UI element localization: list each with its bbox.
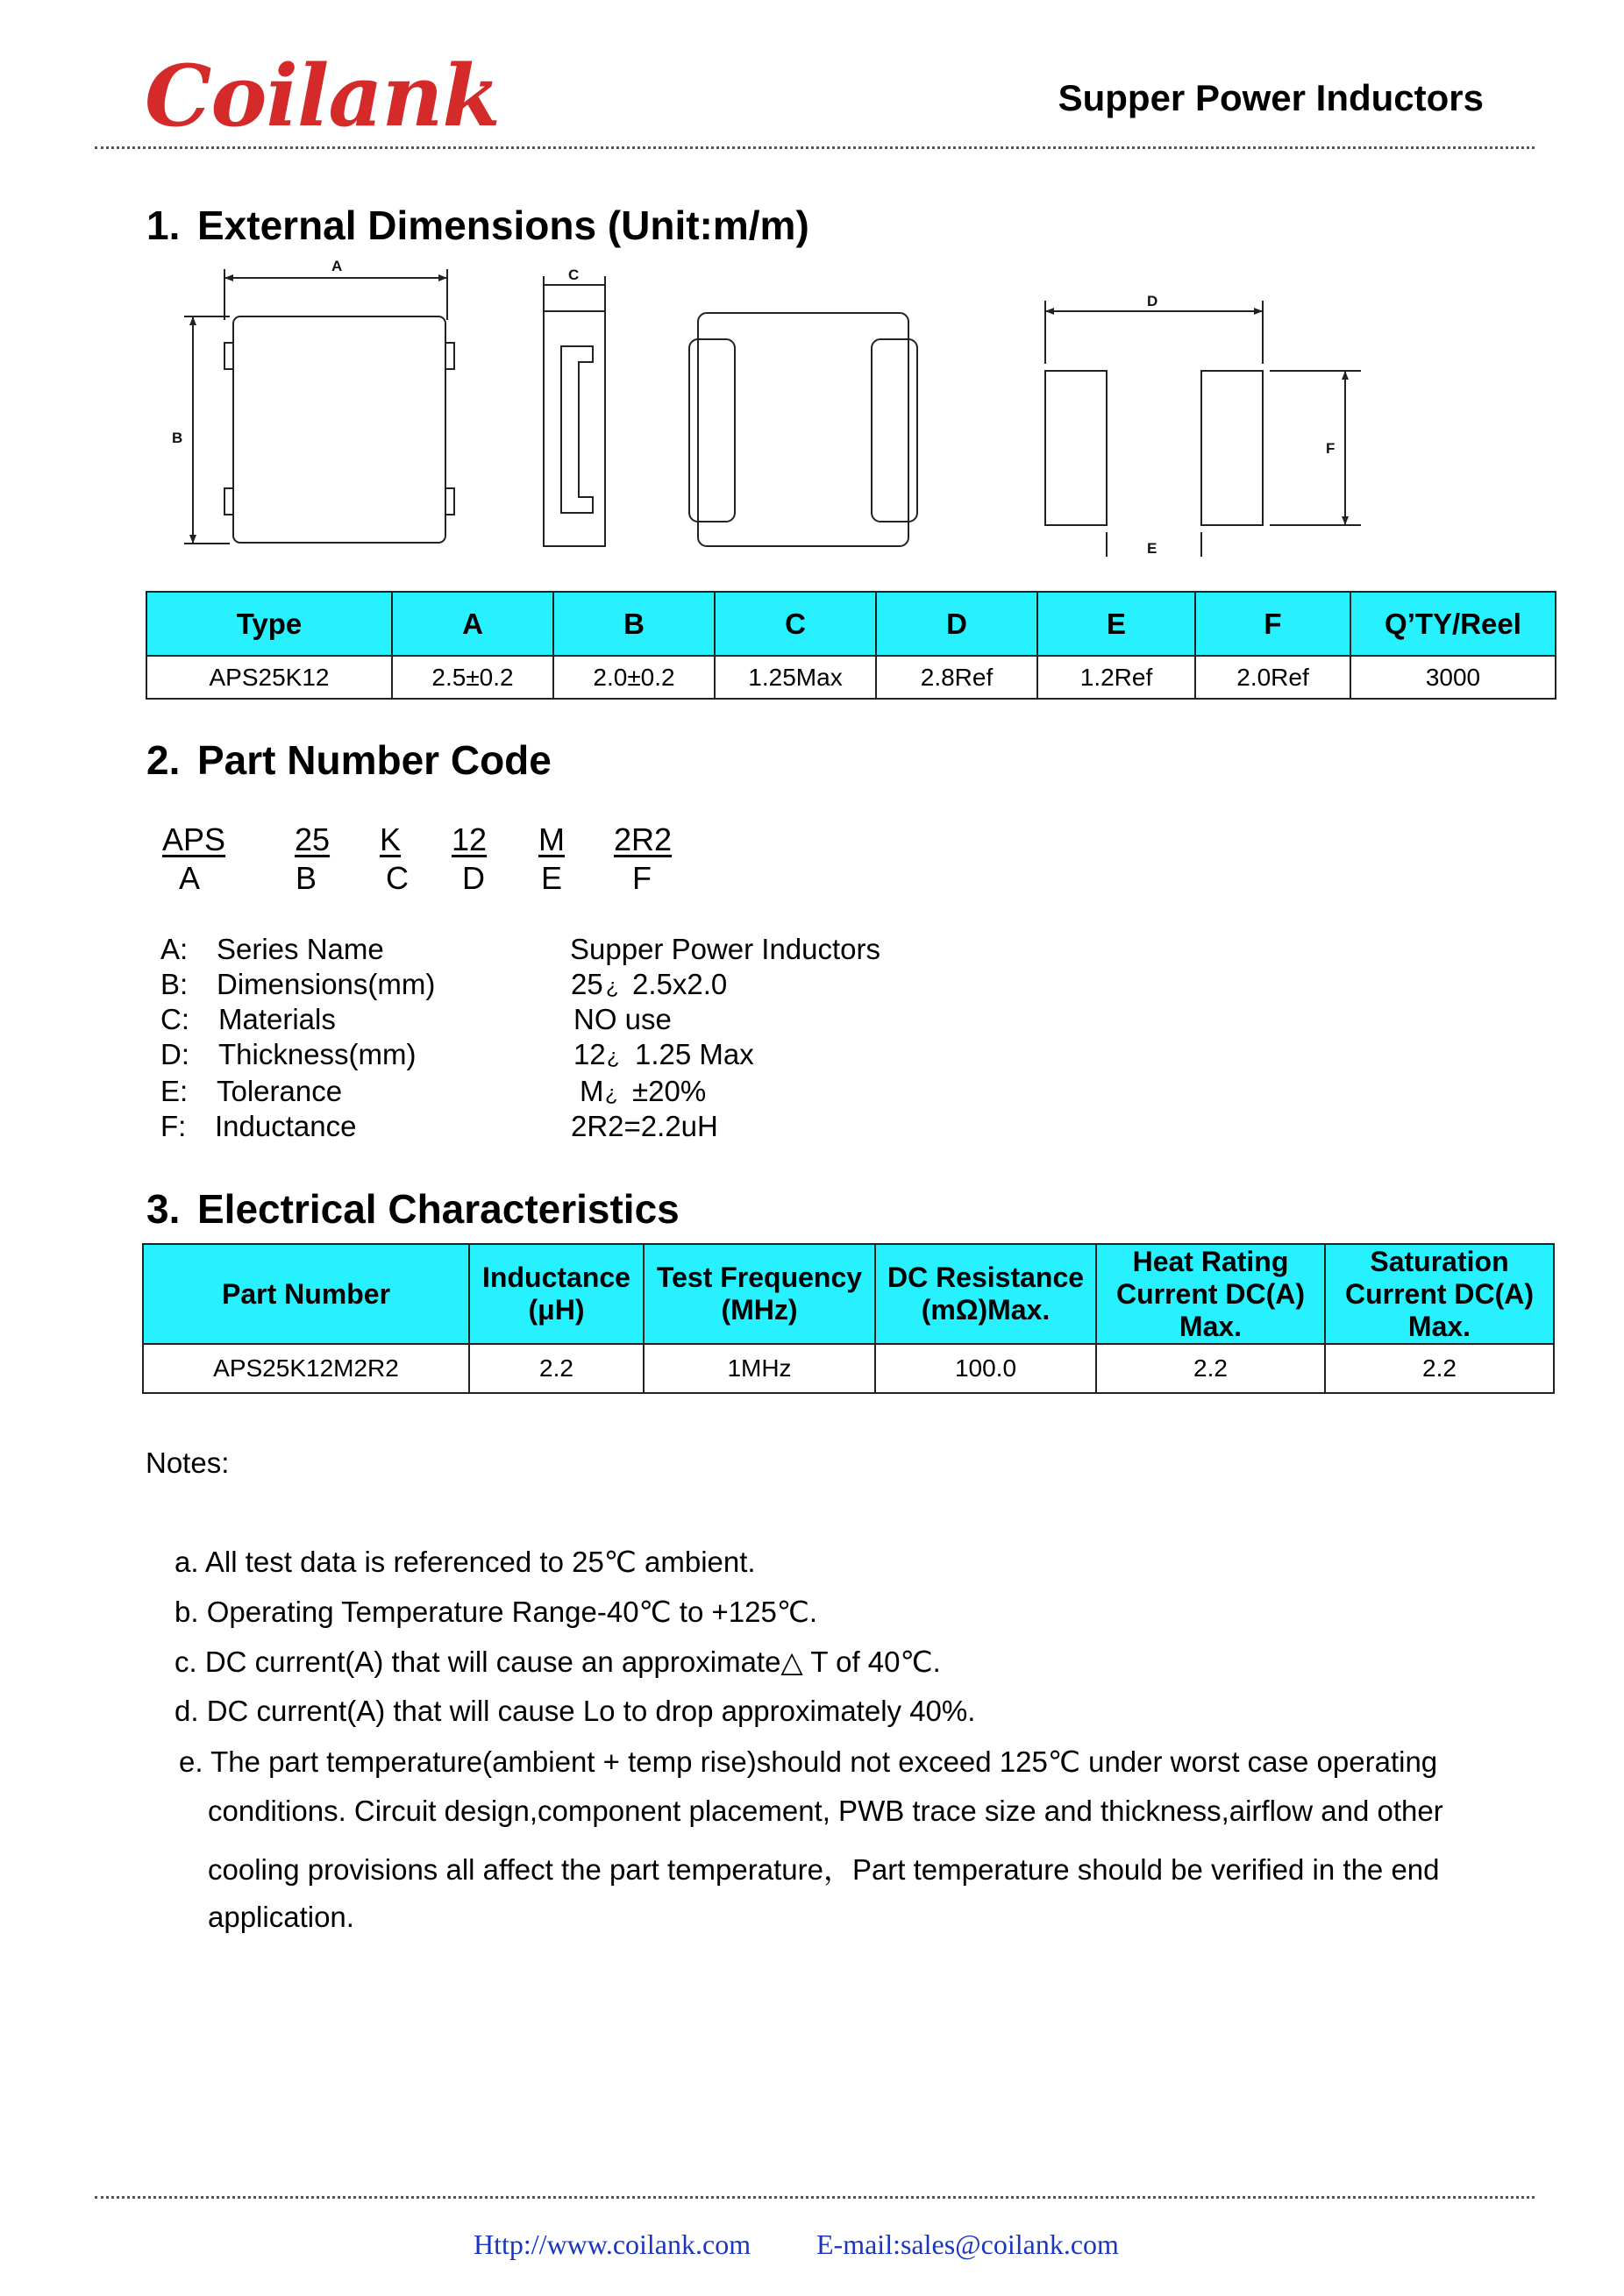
footer-divider	[95, 2196, 1535, 2199]
dim-cell-b: 2.0±0.2	[553, 656, 715, 699]
header-line: Test Frequency	[656, 1262, 863, 1293]
table-row	[146, 656, 1556, 699]
code-thickness: 12	[452, 821, 488, 857]
land-pad-right	[1201, 371, 1263, 525]
note-c: c. DC current(A) that will cause an approximate△ T of 40℃.	[175, 1646, 941, 1678]
letter-b: B	[296, 860, 317, 896]
elec-header-test-frequency	[644, 1244, 875, 1344]
def-name: Inductance	[215, 1110, 357, 1142]
code-series: APS	[162, 821, 226, 857]
header-line: (μH)	[528, 1294, 585, 1326]
label-d: D	[1147, 293, 1158, 309]
header-line: Inductance	[482, 1262, 630, 1293]
note-e-line2: conditions. Circuit design,component placement, PWB trace size and thickness,airflow and other	[208, 1795, 1443, 1827]
elec-cell-saturation: 2.2	[1325, 1344, 1554, 1393]
def-key: D:	[160, 1038, 189, 1070]
label-f: F	[1326, 440, 1336, 457]
letter-d: D	[462, 860, 485, 896]
header-divider	[95, 146, 1535, 149]
def-name: Dimensions(mm)	[217, 968, 436, 1000]
letter-a: A	[179, 860, 201, 896]
definition-row-d	[0, 1040, 1624, 1075]
elec-cell-test-frequency: 1MHz	[644, 1344, 875, 1393]
def-symbol: ¿	[607, 1045, 620, 1069]
definition-row-e	[0, 1077, 1624, 1112]
label-c: C	[568, 267, 580, 283]
note-e-line4: application.	[208, 1901, 354, 1933]
elec-header-heat-rating	[1096, 1244, 1325, 1344]
def-name: Thickness(mm)	[218, 1038, 417, 1070]
code-dimension: 25	[295, 821, 331, 857]
header-line: Heat Rating	[1132, 1245, 1289, 1277]
section3-title: Electrical Characteristics	[197, 1186, 680, 1232]
note-a: a. All test data is referenced to 25℃ ambient.	[175, 1546, 756, 1578]
section1-heading	[146, 202, 809, 249]
elec-cell-inductance: 2.2	[469, 1344, 644, 1393]
dim-cell-type: APS25K12	[146, 656, 392, 699]
def-name: Tolerance	[217, 1075, 343, 1107]
def-value-code: 12	[573, 1038, 606, 1070]
dim-header-b: B	[553, 592, 715, 656]
header-line: Max.	[1407, 1310, 1471, 1342]
notes-label: Notes:	[146, 1447, 230, 1479]
letter-f: F	[632, 860, 652, 896]
dim-header-e: E	[1037, 592, 1195, 656]
def-key: B:	[160, 968, 189, 1000]
dim-cell-e: 1.2Ref	[1037, 656, 1195, 699]
note-e-line3: cooling provisions all affect the part temperature，Part temperature should be verified in the end	[208, 1853, 1440, 1886]
definition-row-c	[0, 1005, 1624, 1040]
elec-cell-dc-resistance: 100.0	[875, 1344, 1096, 1393]
elec-cell-heat-rating: 2.2	[1096, 1344, 1325, 1393]
dimensions-table	[146, 591, 1556, 700]
section2-heading	[146, 736, 552, 784]
def-symbol: ¿	[606, 975, 619, 999]
top-view-body	[233, 316, 445, 543]
dim-cell-d: 2.8Ref	[876, 656, 1037, 699]
def-name: Materials	[218, 1003, 336, 1035]
section1-title: External Dimensions (Unit:m/m)	[197, 203, 809, 248]
section1-number: 1.	[146, 203, 181, 248]
dim-cell-f: 2.0Ref	[1195, 656, 1350, 699]
def-key: E:	[160, 1075, 189, 1107]
code-inductance: 2R2	[614, 821, 673, 857]
header-line: (mΩ)Max.	[921, 1294, 1051, 1326]
land-pad-left	[1045, 371, 1107, 525]
dim-cell-c: 1.25Max	[715, 656, 876, 699]
definition-row-a	[0, 935, 1624, 970]
label-e: E	[1147, 540, 1157, 557]
dim-header-f: F	[1195, 592, 1350, 656]
def-value: ±20%	[632, 1075, 707, 1107]
def-key: A:	[160, 933, 189, 965]
header-line: DC Resistance	[887, 1262, 1085, 1293]
dimension-diagram	[167, 259, 1394, 557]
dim-header-qty: Q’TY/Reel	[1350, 592, 1556, 656]
def-value: 1.25 Max	[635, 1038, 754, 1070]
electrical-table-header	[143, 1244, 1554, 1344]
dim-header-d: D	[876, 592, 1037, 656]
elec-header-dc-resistance	[875, 1244, 1096, 1344]
dim-cell-qty: 3000	[1350, 656, 1556, 699]
electrical-table	[142, 1243, 1555, 1394]
def-value: Supper Power Inductors	[570, 933, 881, 965]
def-value: 2R2=2.2uH	[571, 1110, 718, 1142]
dim-header-c: C	[715, 592, 876, 656]
def-value-code: 25	[571, 968, 603, 1000]
table-row	[143, 1344, 1554, 1393]
elec-cell-part-number: APS25K12M2R2	[143, 1344, 469, 1393]
letter-c: C	[386, 860, 409, 896]
section2-number: 2.	[146, 737, 181, 783]
letter-e: E	[541, 860, 563, 896]
footer-website-link[interactable]: Http://www.coilank.com	[474, 2228, 751, 2260]
def-symbol: ¿	[605, 1082, 618, 1105]
def-value: 2.5x2.0	[632, 968, 728, 1000]
note-b: b. Operating Temperature Range-40℃ to +125℃.	[175, 1596, 818, 1628]
elec-header-saturation	[1325, 1244, 1554, 1344]
header-title: Supper Power Inductors	[1058, 77, 1484, 118]
part-code-row	[0, 821, 1624, 859]
note-d: d. DC current(A) that will cause Lo to drop approximately 40%.	[175, 1695, 976, 1727]
code-material: K	[380, 821, 402, 857]
def-key: F:	[160, 1110, 187, 1142]
elec-header-part-number	[143, 1244, 469, 1344]
dimensions-table-header	[146, 592, 1556, 656]
section2-title: Part Number Code	[197, 737, 552, 783]
code-tolerance: M	[538, 821, 565, 857]
header-line: Part Number	[221, 1277, 391, 1310]
footer-email-link[interactable]: E-mail:sales@coilank.com	[816, 2228, 1119, 2260]
dim-header-type: Type	[146, 592, 392, 656]
label-b: B	[172, 430, 183, 446]
section3-heading	[146, 1185, 680, 1233]
label-a: A	[331, 259, 343, 274]
part-letter-row	[0, 860, 1624, 898]
dim-cell-a: 2.5±0.2	[392, 656, 553, 699]
definition-row-f	[0, 1112, 1624, 1147]
def-value-code: M	[580, 1075, 604, 1107]
header-line: Saturation	[1370, 1245, 1509, 1277]
bottom-view-body	[698, 313, 908, 546]
header-line: Current DC(A)	[1115, 1277, 1306, 1310]
header-line: Max.	[1179, 1310, 1243, 1342]
header-line: Current DC(A)	[1344, 1277, 1535, 1310]
company-logo: Coilank	[145, 46, 500, 146]
header-line: (MHz)	[721, 1294, 798, 1326]
section3-number: 3.	[146, 1186, 181, 1232]
def-value: NO use	[573, 1003, 672, 1035]
dim-header-a: A	[392, 592, 553, 656]
def-key: C:	[160, 1003, 189, 1035]
definition-row-b	[0, 970, 1624, 1005]
def-name: Series Name	[217, 933, 384, 965]
elec-header-inductance	[469, 1244, 644, 1344]
note-e: e. The part temperature(ambient + temp rise)should not exceed 125℃ under worst case operating	[179, 1745, 1438, 1778]
